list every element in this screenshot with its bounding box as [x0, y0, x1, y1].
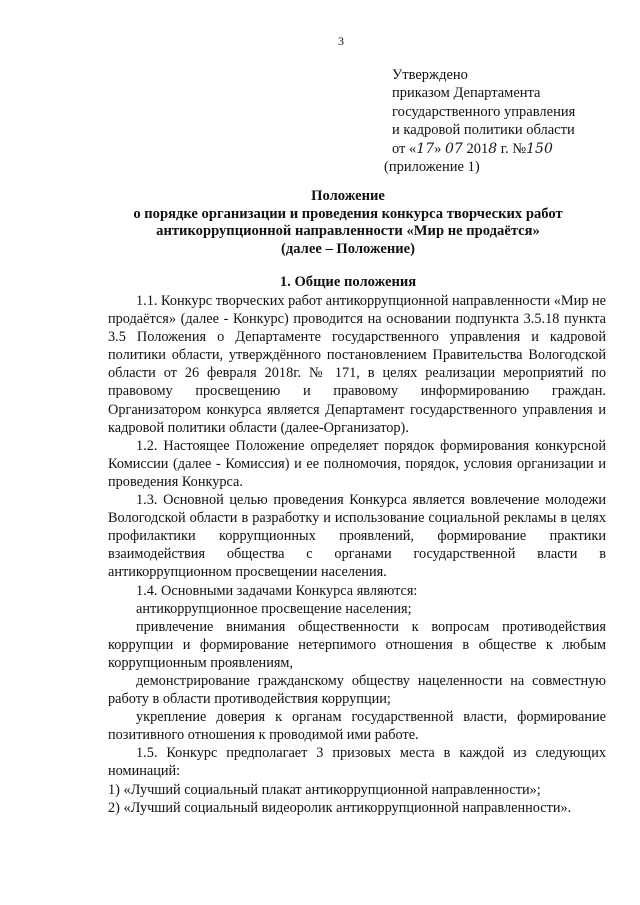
title-line: (далее – Положение) [280, 240, 415, 257]
paragraph-1-3: 1.3. Основной целью проведения Конкурса является вовлечение молодежи Вологодской области в разработку и использование социальной рекламы в целях профилактики коррупционных проявлений, формирование практики взаимодействия общества с органами государственной власти в антикоррупционном просвещении населения. [108, 492, 606, 581]
section-body [108, 292, 606, 817]
date-separator: » [434, 140, 445, 157]
paragraph-1-2: 1.2. Настоящее Положение определяет порядок формирования конкурсной Комиссии (далее - Комиссия) и ее полномочия, порядок, условия организации и проведения Конкурса. [108, 437, 606, 490]
task-item: привлечение внимания общественности к вопросам противодействия коррупции и формирование нетерпимого отношения в обществе к любым коррупционным проявлениям, [108, 618, 606, 671]
handwritten-day: 17 [416, 140, 435, 157]
task-item: укрепление доверия к органам государственной власти, формирование позитивного отношения к проводимой ими работе. [108, 709, 606, 744]
task-item: демонстрирование гражданскому обществу нацеленности на совместную работу в области противодействия коррупции; [108, 672, 606, 708]
approval-line: приказом Департамента [392, 85, 541, 102]
date-prefix: от « [392, 140, 417, 157]
approval-block [384, 66, 622, 176]
date-separator: 201 [462, 140, 489, 157]
handwritten-order-number: 150 [526, 140, 553, 157]
title-line: Положение [311, 188, 385, 204]
paragraph-1-1: 1.1. Конкурс творческих работ антикоррупционной направленности «Мир не продаётся» (далее - Конкурс) проводится на основании подпункта 3.5.18 пункта 3.5 Положения о Департаменте государственного управления и кадровой политики области, утверждённого постановлением Правительства Вологодской области от 26 февраля 2018г. № 171, в целях реализации мероприятий по правовому просвещению и правовому информированию граждан. Организатором конкурса является Департамент государственного управления и кадровой политики области (далее-Организатор). [108, 293, 606, 436]
nomination-item: 1) «Лучший социальный плакат антикоррупционной направленности»; [108, 781, 541, 798]
section-heading: 1. Общие положения [279, 274, 417, 290]
approval-date-line [392, 140, 622, 158]
page-number: 3 [338, 34, 344, 48]
approval-line: Утверждено [392, 67, 468, 83]
approval-line: и кадровой политики области [392, 122, 575, 139]
approval-line: государственного управления [392, 103, 576, 120]
date-separator: г. № [497, 140, 527, 157]
title-line: о порядке организации и проведения конкурса творческих работ [133, 205, 563, 222]
paragraph-1-5: 1.5. Конкурс предполагает 3 призовых места в каждой из следующих номинаций: [108, 745, 606, 780]
paragraph-1-4: 1.4. Основными задачами Конкурса являются: [136, 582, 418, 599]
title-line: антикоррупционной направленности «Мир не продаётся» [156, 223, 540, 239]
appendix-note: (приложение 1) [384, 159, 480, 176]
nomination-item: 2) «Лучший социальный видеоролик антикоррупционной направленности». [108, 799, 572, 816]
handwritten-month: 07 [444, 140, 463, 157]
handwritten-year-digit: 8 [488, 140, 498, 157]
task-item: антикоррупционное просвещение населения; [136, 600, 412, 617]
document-title [88, 188, 608, 258]
